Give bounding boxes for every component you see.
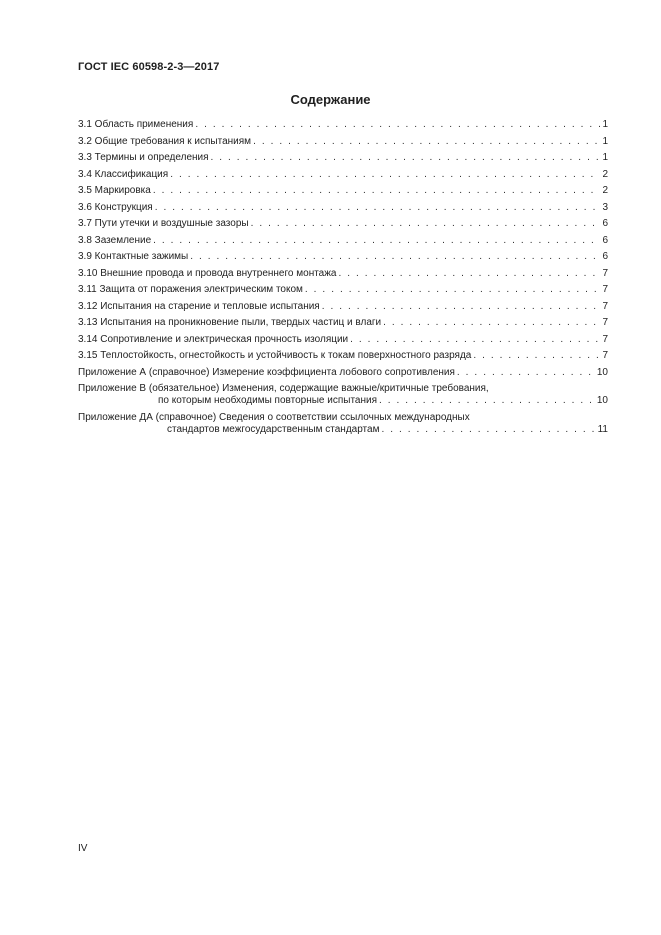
toc-entry[interactable] bbox=[78, 334, 608, 351]
toc-entry[interactable] bbox=[78, 317, 608, 334]
toc-entry-label: 3.13 Испытания на проникновение пыли, твердых частиц и влаги bbox=[78, 317, 382, 328]
toc-entry-label: 3.15 Теплостойкость, огнестойкость и устойчивость к токам поверхностного разряда bbox=[78, 350, 472, 361]
toc-leader-dots bbox=[190, 251, 600, 263]
toc-leader-dots bbox=[350, 334, 600, 346]
toc-entry-label: Приложение ДА (справочное) Сведения о соответствии ссылочных международных bbox=[78, 411, 470, 423]
toc-entry-page: 6 bbox=[602, 218, 608, 229]
toc-leader-dots bbox=[473, 350, 600, 362]
toc-entry-page: 7 bbox=[602, 333, 608, 345]
toc-leader-dots bbox=[251, 218, 601, 230]
toc-entry-page: 11 bbox=[597, 423, 608, 435]
toc-entry-label-continued: по которым необходимы повторные испытания bbox=[158, 395, 377, 406]
toc-leader-dots bbox=[383, 317, 600, 329]
toc-entry-label: 3.1 Область применения bbox=[78, 119, 194, 130]
toc-entry-page: 7 bbox=[602, 350, 608, 361]
toc-entry-page: 7 bbox=[602, 300, 608, 312]
toc-leader-dots bbox=[457, 367, 595, 379]
toc-entry-page: 1 bbox=[602, 119, 608, 130]
toc-leader-dots bbox=[253, 136, 600, 148]
toc-entry[interactable] bbox=[78, 202, 608, 219]
toc-entry-label: 3.12 Испытания на старение и тепловые испытания bbox=[78, 300, 320, 312]
toc-entry-page: 7 bbox=[602, 267, 608, 279]
toc-entry[interactable] bbox=[78, 169, 608, 186]
table-of-contents bbox=[78, 119, 608, 440]
toc-entry-page: 6 bbox=[602, 234, 608, 246]
toc-entry-page: 7 bbox=[602, 284, 608, 295]
toc-entry[interactable] bbox=[78, 152, 608, 169]
toc-leader-dots bbox=[379, 395, 595, 407]
toc-entry-label: Приложение В (обязательное) Изменения, содержащие важные/критичные требования, bbox=[78, 383, 489, 394]
toc-title: Содержание bbox=[290, 92, 371, 107]
toc-entry[interactable] bbox=[78, 251, 608, 268]
toc-entry-label: 3.9 Контактные зажимы bbox=[78, 251, 189, 262]
toc-entry[interactable] bbox=[78, 268, 608, 285]
toc-entry-page: 2 bbox=[602, 168, 608, 180]
toc-entry-page: 7 bbox=[602, 317, 608, 328]
toc-entry-annex[interactable] bbox=[78, 383, 608, 407]
toc-entry-label: 3.14 Сопротивление и электрическая прочность изоляции bbox=[78, 333, 349, 345]
toc-entry-page: 2 bbox=[602, 185, 608, 196]
toc-entry[interactable] bbox=[78, 235, 608, 252]
toc-entry[interactable] bbox=[78, 185, 608, 202]
toc-entry[interactable] bbox=[78, 284, 608, 301]
toc-entry-label: 3.5 Маркировка bbox=[78, 185, 151, 196]
toc-entry-label: 3.2 Общие требования к испытаниям bbox=[78, 135, 252, 147]
toc-leader-dots bbox=[153, 185, 601, 197]
toc-entry[interactable] bbox=[78, 350, 608, 367]
toc-entry-page: 10 bbox=[596, 395, 608, 406]
toc-leader-dots bbox=[211, 152, 601, 164]
toc-entry-label-continued: стандартов межгосударственным стандартам bbox=[167, 423, 380, 435]
toc-entry-page: 3 bbox=[602, 201, 608, 213]
toc-leader-dots bbox=[339, 268, 601, 280]
toc-entry-label: 3.6 Конструкция bbox=[78, 201, 153, 213]
toc-entry[interactable] bbox=[78, 301, 608, 318]
toc-entry-label: 3.11 Защита от поражения электрическим током bbox=[78, 284, 303, 295]
toc-leader-dots bbox=[305, 284, 601, 296]
toc-entry-label: 3.3 Термины и определения bbox=[78, 152, 209, 163]
toc-entry-page: 1 bbox=[602, 135, 608, 147]
toc-leader-dots bbox=[322, 301, 601, 313]
toc-entry-label: 3.8 Заземление bbox=[78, 234, 152, 246]
toc-entry-label: 3.10 Внешние провода и провода внутреннего монтажа bbox=[78, 267, 337, 279]
page-number: IV bbox=[78, 843, 88, 854]
toc-leader-dots bbox=[153, 235, 600, 247]
toc-leader-dots bbox=[170, 169, 600, 181]
toc-entry-label: 3.4 Классификация bbox=[78, 168, 169, 180]
toc-entry[interactable] bbox=[78, 218, 608, 235]
toc-leader-dots bbox=[155, 202, 601, 214]
toc-entry-label: Приложение А (справочное) Измерение коэффициента лобового сопротивления bbox=[78, 366, 455, 378]
toc-leader-dots bbox=[195, 119, 600, 131]
standard-designation: ГОСТ IEC 60598-2-3—2017 bbox=[78, 61, 220, 73]
toc-entry[interactable] bbox=[78, 119, 608, 136]
toc-entry[interactable] bbox=[78, 136, 608, 153]
toc-entry-annex[interactable] bbox=[78, 412, 608, 436]
toc-leader-dots bbox=[381, 424, 595, 436]
toc-entry-page: 10 bbox=[596, 366, 608, 378]
toc-entry-label: 3.7 Пути утечки и воздушные зазоры bbox=[78, 218, 249, 229]
toc-entry[interactable] bbox=[78, 367, 608, 384]
toc-entry-page: 1 bbox=[602, 152, 608, 163]
toc-entry-page: 6 bbox=[602, 251, 608, 262]
